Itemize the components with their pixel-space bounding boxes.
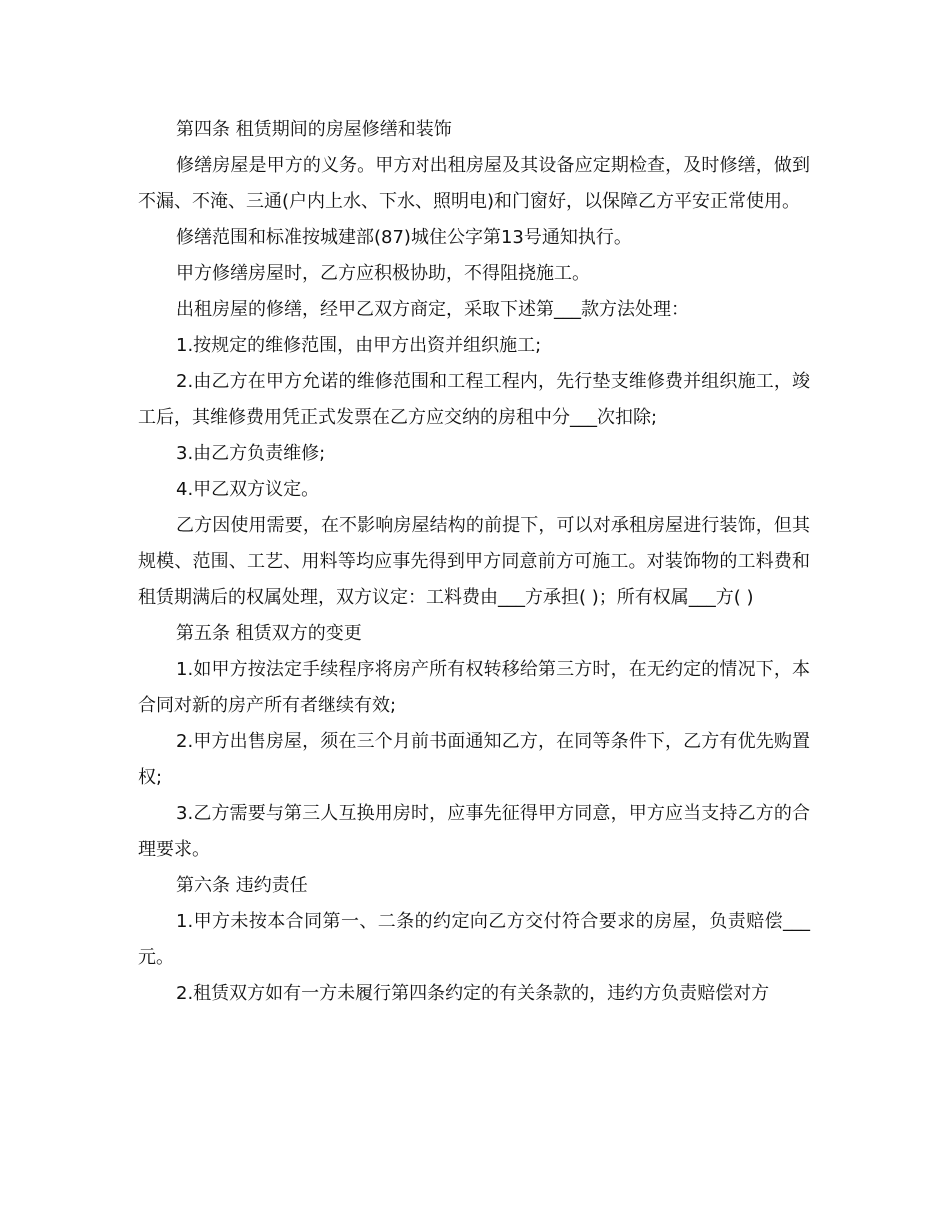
paragraph: 出租房屋的修缮，经甲乙双方商定，采取下述第___款方法处理： xyxy=(176,299,689,320)
paragraph: 甲方修缮房屋时，乙方应积极协助，不得阻挠施工。 xyxy=(176,263,590,284)
list-item: 3.乙方需要与第三人互换用房时，应事先征得甲方同意，甲方应当支持乙方的合理要求。 xyxy=(138,803,810,860)
list-item: 1.按规定的维修范围，由甲方出资并组织施工; xyxy=(176,335,542,356)
list-item: 4.甲乙双方议定。 xyxy=(176,479,320,500)
article-6-heading: 第六条 违约责任 xyxy=(176,875,308,896)
paragraph: 修缮房屋是甲方的义务。甲方对出租房屋及其设备应定期检查，及时修缮，做到不漏、不淹、三通(户内上水、下水、照明电)和门窗好，以保障乙方平安正常使用。 xyxy=(138,155,810,212)
list-item: 2.租赁双方如有一方未履行第四条约定的有关条款的，违约方负责赔偿对方 xyxy=(176,983,770,1004)
list-item: 3.由乙方负责维修; xyxy=(176,443,326,464)
list-item: 1.甲方未按本合同第一、二条的约定向乙方交付符合要求的房屋，负责赔偿___元。 xyxy=(138,911,810,968)
article-4-heading: 第四条 租赁期间的房屋修缮和装饰 xyxy=(176,119,452,140)
paragraph: 乙方因使用需要，在不影响房屋结构的前提下，可以对承租房屋进行装饰，但其规模、范围、工艺、用料等均应事先得到甲方同意前方可施工。对装饰物的工料费和租赁期满后的权属处理，双方议定：工料费由___方承担( )；所有权属___方( ) xyxy=(138,515,810,608)
list-item: 2.甲方出售房屋，须在三个月前书面通知乙方，在同等条件下，乙方有优先购置权; xyxy=(138,731,810,788)
list-item: 2.由乙方在甲方允诺的维修范围和工程工程内，先行垫支维修费并组织施工，竣工后，其维修费用凭正式发票在乙方应交纳的房租中分___次扣除; xyxy=(138,371,810,428)
paragraph: 修缮范围和标准按城建部(87)城住公字第13号通知执行。 xyxy=(176,227,632,248)
article-5-heading: 第五条 租赁双方的变更 xyxy=(176,623,362,644)
list-item: 1.如甲方按法定手续程序将房产所有权转移给第三方时，在无约定的情况下，本合同对新的房产所有者继续有效; xyxy=(138,659,810,716)
document-body xyxy=(138,112,810,1012)
